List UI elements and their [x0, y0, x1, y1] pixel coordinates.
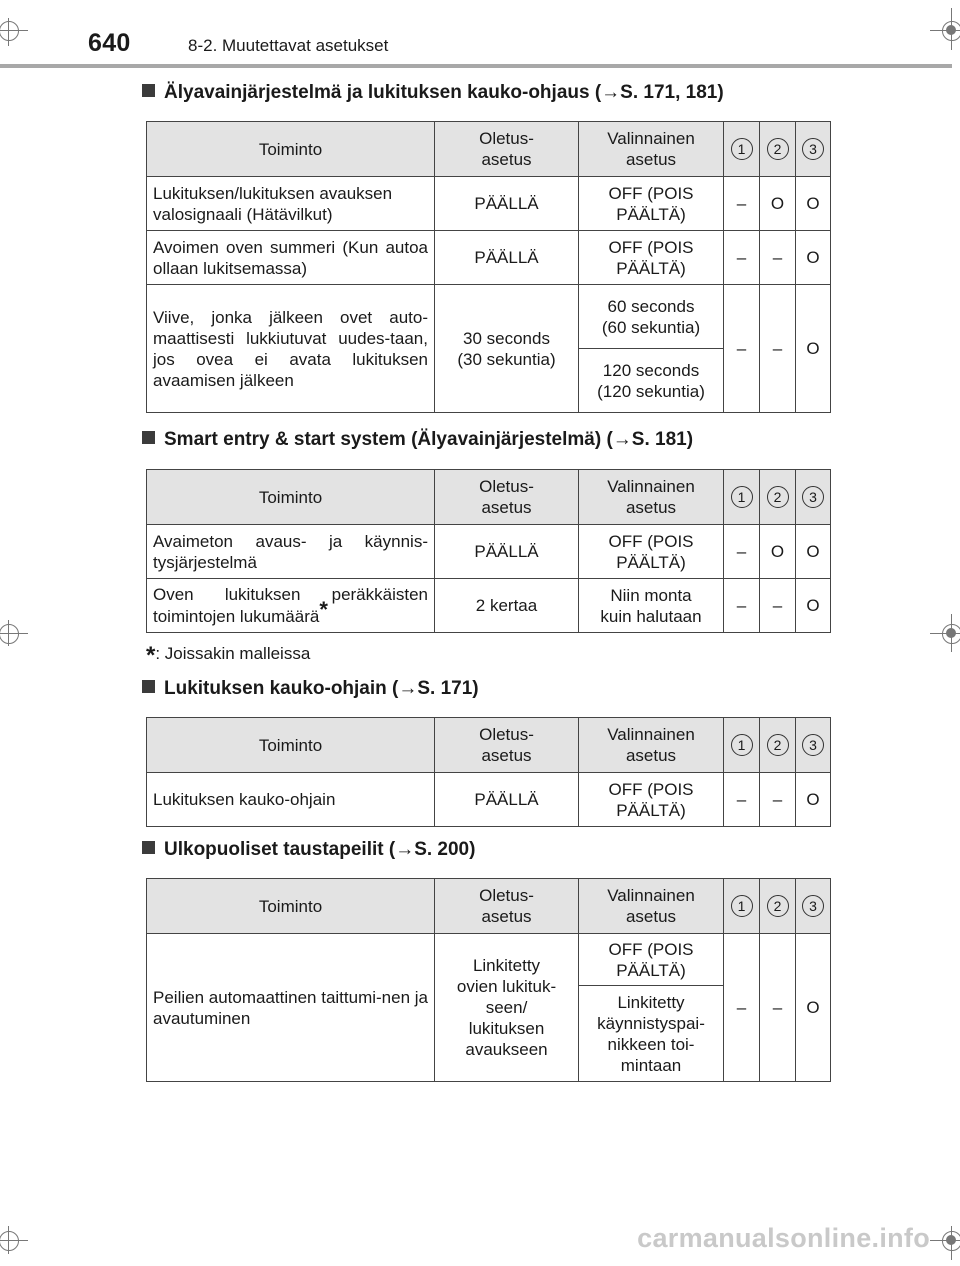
mark-cell-1: – — [724, 177, 760, 231]
mark-cell-1: – — [724, 525, 760, 579]
footnote-mark: * — [319, 597, 328, 622]
function-cell: Viive, jonka jälkeen ovet auto-maattisesti lukkiutuvat uudes-taan, jos ovea ei avata lukituksen avaamisen jälkeen — [147, 285, 435, 413]
table-row — [147, 525, 831, 579]
optional-cell: 120 seconds (120 sekuntia) — [579, 349, 724, 413]
optional-cell: Linkitetty käynnistyspai- nikkeen toi- mintaan — [579, 986, 724, 1082]
function-cell: Peilien automaattinen taittumi-nen ja avautuminen — [147, 934, 435, 1082]
chapter-title: 8-2. Muutettavat asetukset — [188, 36, 389, 55]
column-header-3 — [796, 718, 831, 773]
section-heading-text: Lukituksen kauko-ohjain (→S. 171) — [164, 678, 479, 699]
mark-cell-2: – — [760, 579, 796, 633]
column-header-2 — [760, 879, 796, 934]
circled-number-2-icon: 2 — [767, 734, 789, 756]
default-cell: 30 seconds (30 sekuntia) — [435, 285, 579, 413]
column-header-optional: Valinnainen asetus — [579, 470, 724, 525]
table-header-row — [147, 879, 831, 934]
table-row — [147, 177, 831, 231]
default-cell: PÄÄLLÄ — [435, 773, 579, 827]
mark-cell-2: O — [760, 177, 796, 231]
settings-table — [146, 469, 831, 633]
default-cell: Linkitetty ovien lukituk- seen/ lukituksen avaukseen — [435, 934, 579, 1082]
square-bullet-icon — [142, 84, 155, 97]
mark-cell-1: – — [724, 231, 760, 285]
settings-table — [146, 717, 831, 827]
default-cell: PÄÄLLÄ — [435, 177, 579, 231]
column-header-1 — [724, 470, 760, 525]
optional-cell: OFF (POIS PÄÄLTÄ) — [579, 934, 724, 986]
section-heading — [142, 429, 693, 451]
column-header-2 — [760, 718, 796, 773]
table-header-row — [147, 470, 831, 525]
circled-number-1-icon: 1 — [731, 895, 753, 917]
square-bullet-icon — [142, 431, 155, 444]
circled-number-1-icon: 1 — [731, 486, 753, 508]
mark-cell-3: O — [796, 773, 831, 827]
function-cell: Lukituksen/lukituksen avauksen valosignaali (Hätävilkut) — [147, 177, 435, 231]
section-heading — [142, 82, 724, 104]
column-header-function: Toiminto — [147, 470, 435, 525]
mark-cell-1: – — [724, 579, 760, 633]
column-header-3 — [796, 122, 831, 177]
function-cell — [147, 579, 435, 633]
default-cell: PÄÄLLÄ — [435, 231, 579, 285]
settings-table — [146, 878, 831, 1082]
column-header-3 — [796, 879, 831, 934]
table-row — [147, 285, 831, 349]
column-header-3 — [796, 470, 831, 525]
circled-number-2-icon: 2 — [767, 895, 789, 917]
table-row — [147, 773, 831, 827]
function-cell: Lukituksen kauko-ohjain — [147, 773, 435, 827]
circled-number-3-icon: 3 — [802, 734, 824, 756]
mark-cell-2: – — [760, 934, 796, 1082]
section-heading-text: Smart entry & start system (Älyavainjärjestelmä) (→S. 181) — [164, 429, 694, 450]
settings-table — [146, 121, 831, 413]
column-header-optional: Valinnainen asetus — [579, 718, 724, 773]
watermark: carmanualsonline.info — [637, 1223, 930, 1253]
column-header-optional: Valinnainen asetus — [579, 122, 724, 177]
optional-cell: 60 seconds (60 sekuntia) — [579, 285, 724, 349]
table-row — [147, 231, 831, 285]
mark-cell-3: O — [796, 285, 831, 413]
section-heading-text: Älyavainjärjestelmä ja lukituksen kauko-ohjaus (→S. 171, 181) — [164, 82, 724, 103]
optional-cell: OFF (POIS PÄÄLTÄ) — [579, 231, 724, 285]
column-header-default: Oletus- asetus — [435, 122, 579, 177]
column-header-default: Oletus- asetus — [435, 879, 579, 934]
circled-number-2-icon: 2 — [767, 486, 789, 508]
column-header-function: Toiminto — [147, 879, 435, 934]
optional-cell: Niin monta kuin halutaan — [579, 579, 724, 633]
column-header-function: Toiminto — [147, 122, 435, 177]
mark-cell-1: – — [724, 934, 760, 1082]
column-header-optional: Valinnainen asetus — [579, 879, 724, 934]
circled-number-1-icon: 1 — [731, 734, 753, 756]
square-bullet-icon — [142, 680, 155, 693]
column-header-default: Oletus- asetus — [435, 470, 579, 525]
mark-cell-2: O — [760, 525, 796, 579]
square-bullet-icon — [142, 841, 155, 854]
mark-cell-3: O — [796, 934, 831, 1082]
mark-cell-3: O — [796, 231, 831, 285]
section-heading-text: Ulkopuoliset taustapeilit (→S. 200) — [164, 839, 476, 860]
mark-cell-1: – — [724, 773, 760, 827]
page-number: 640 — [88, 29, 131, 57]
table-row — [147, 579, 831, 633]
function-cell: Avaimeton avaus- ja käynnis-tysjärjestelmä — [147, 525, 435, 579]
table-row — [147, 934, 831, 986]
optional-cell: OFF (POIS PÄÄLTÄ) — [579, 177, 724, 231]
section-heading — [142, 839, 475, 861]
section-heading — [142, 678, 479, 700]
optional-cell: OFF (POIS PÄÄLTÄ) — [579, 525, 724, 579]
mark-cell-3: O — [796, 579, 831, 633]
column-header-default: Oletus- asetus — [435, 718, 579, 773]
optional-cell: OFF (POIS PÄÄLTÄ) — [579, 773, 724, 827]
mark-cell-2: – — [760, 773, 796, 827]
table-header-row — [147, 718, 831, 773]
function-cell: Avoimen oven summeri (Kun autoa ollaan lukitsemassa) — [147, 231, 435, 285]
footnote-text: : Joissakin malleissa — [155, 644, 311, 663]
circled-number-3-icon: 3 — [802, 138, 824, 160]
function-text: Oven lukituksen peräkkäisten toimintojen lukumäärä — [153, 585, 428, 626]
circled-number-3-icon: 3 — [802, 895, 824, 917]
column-header-2 — [760, 122, 796, 177]
column-header-1 — [724, 718, 760, 773]
default-cell: 2 kertaa — [435, 579, 579, 633]
table-header-row — [147, 122, 831, 177]
circled-number-3-icon: 3 — [802, 486, 824, 508]
mark-cell-3: O — [796, 177, 831, 231]
footnote — [146, 642, 310, 670]
column-header-1 — [724, 879, 760, 934]
mark-cell-2: – — [760, 285, 796, 413]
mark-cell-3: O — [796, 525, 831, 579]
column-header-1 — [724, 122, 760, 177]
footnote-star: * — [146, 642, 156, 669]
circled-number-1-icon: 1 — [731, 138, 753, 160]
circled-number-2-icon: 2 — [767, 138, 789, 160]
mark-cell-2: – — [760, 231, 796, 285]
column-header-2 — [760, 470, 796, 525]
default-cell: PÄÄLLÄ — [435, 525, 579, 579]
column-header-function: Toiminto — [147, 718, 435, 773]
mark-cell-1: – — [724, 285, 760, 413]
header-rule — [0, 64, 952, 68]
